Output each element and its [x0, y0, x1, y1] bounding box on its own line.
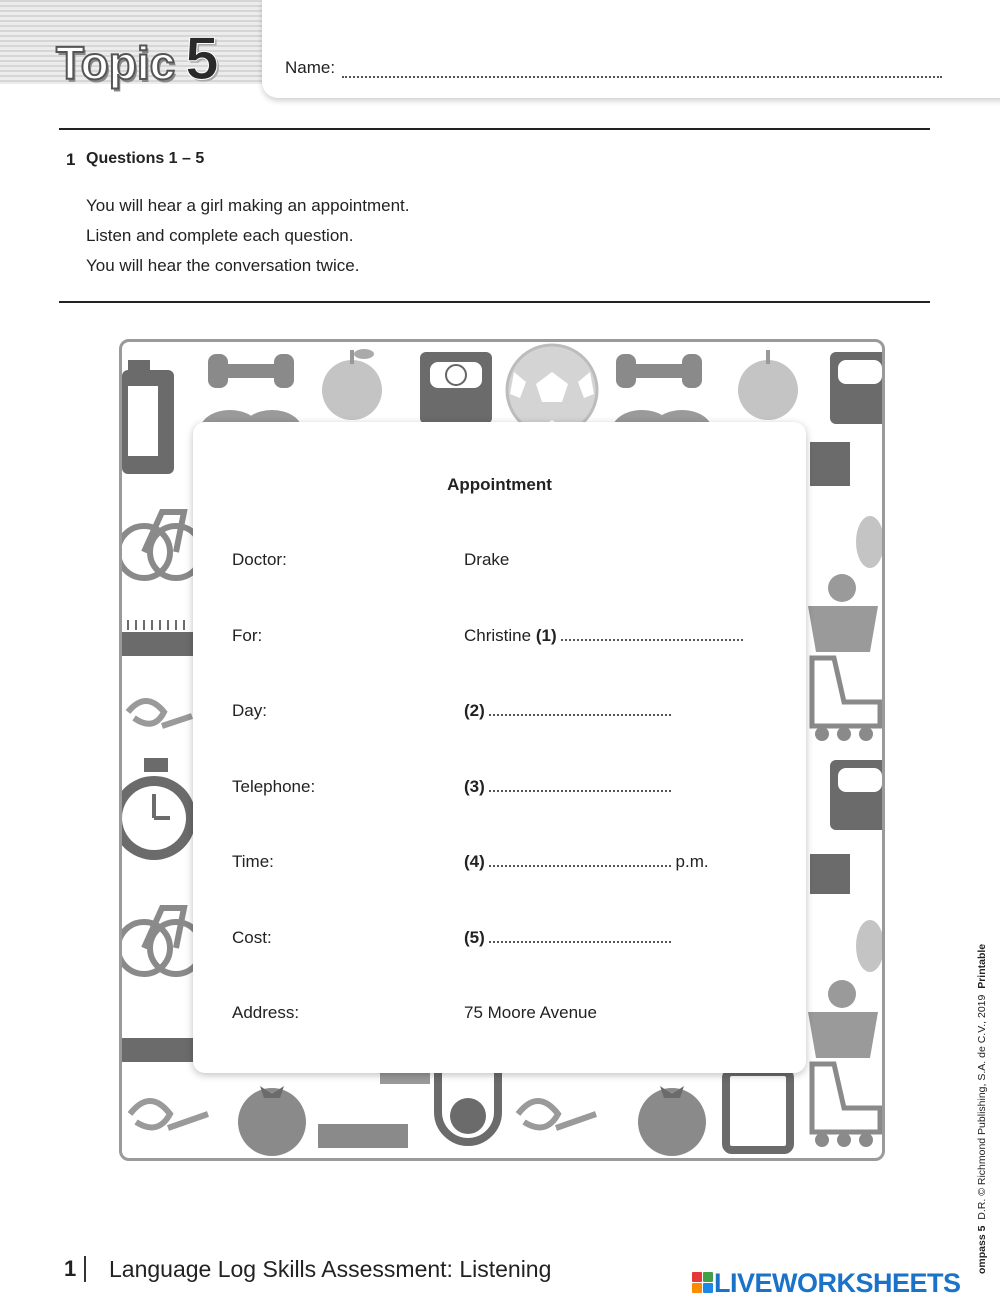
roller-skate-icon: [812, 658, 880, 741]
row-label: For:: [232, 626, 263, 645]
name-tab: [262, 0, 1000, 98]
row-label: Time:: [232, 852, 274, 871]
card-title: Appointment: [447, 475, 552, 494]
water-bottle-icon: [122, 360, 174, 474]
name-input-line[interactable]: [342, 62, 942, 78]
muscleman-icon: [808, 574, 878, 652]
instruction-line: You will hear a girl making an appointment.: [86, 196, 410, 215]
tomato-icon: [638, 1086, 706, 1156]
answer-blank-3[interactable]: [489, 778, 671, 792]
topic-title: [56, 24, 219, 93]
logo-text: LIVEWORKSHEETS: [714, 1268, 961, 1298]
logo-grid-icon: [692, 1272, 714, 1294]
name-label: Name:: [285, 58, 336, 77]
telephone-value: (3): [464, 777, 671, 797]
stopwatch-icon: [122, 758, 196, 860]
page-divider: [84, 1256, 86, 1282]
measuring-tape-icon: [518, 1101, 596, 1128]
measuring-tape-icon: [130, 1101, 208, 1128]
bicycle-icon: [122, 512, 202, 578]
page-title: Language Log Skills Assessment: Listening: [109, 1256, 552, 1282]
row-label: Cost:: [232, 928, 272, 947]
figure-icon: [856, 516, 882, 568]
instruction-line: You will hear the conversation twice.: [86, 256, 360, 275]
row-label: Telephone:: [232, 777, 316, 796]
water-bottle-icon: [726, 1072, 790, 1150]
page-number: 1: [64, 1256, 77, 1281]
bicycle-icon: [122, 908, 202, 974]
muscleman-icon: [808, 980, 878, 1058]
apple-icon: [738, 350, 798, 420]
row-label: Address:: [232, 1003, 300, 1022]
scale-icon: [830, 760, 882, 830]
dumbbell-icon: [208, 354, 294, 388]
dumbbell-icon: [616, 354, 702, 388]
answer-blank-2[interactable]: [489, 702, 671, 716]
topic-number: 5: [185, 25, 219, 92]
roller-skate-icon: [812, 1064, 880, 1147]
sneaker-icon: [810, 854, 850, 894]
question-number: 1: [66, 150, 76, 169]
appointment-card: [193, 422, 806, 1073]
address-value: 75 Moore Avenue: [464, 1003, 597, 1022]
sneaker-icon: [810, 442, 850, 486]
row-label: Doctor:: [232, 550, 287, 569]
copyright-notice: ompass 5 D.R. © Richmond Publishing, S.A. de C.V., 2019 Printable: [976, 943, 988, 1274]
answer-blank-5[interactable]: [489, 929, 671, 943]
figure-icon: [856, 920, 882, 972]
apple-icon: [322, 349, 382, 420]
for-value: Christine (1): [464, 626, 743, 646]
day-value: (2): [464, 701, 671, 721]
row-label: Day:: [232, 701, 267, 720]
ruler-icon: [122, 620, 194, 656]
instruction-line: Listen and complete each question.: [86, 226, 354, 245]
time-value: (4) p.m.: [464, 852, 709, 871]
divider-bottom: [59, 301, 930, 303]
measuring-tape-icon: [128, 701, 192, 726]
scale-icon: [830, 352, 882, 424]
ruler-icon: [122, 1026, 194, 1062]
tomato-icon: [238, 1086, 306, 1156]
cost-value: (5): [464, 928, 671, 948]
answer-blank-4[interactable]: [489, 853, 671, 867]
scale-icon: [420, 352, 492, 424]
doctor-value: Drake: [464, 550, 510, 569]
ruler-icon: [318, 1114, 408, 1148]
divider-top: [59, 128, 930, 130]
question-title: Questions 1 – 5: [86, 150, 205, 167]
answer-blank-1[interactable]: [561, 627, 743, 641]
topic-word: Topic: [56, 37, 176, 89]
